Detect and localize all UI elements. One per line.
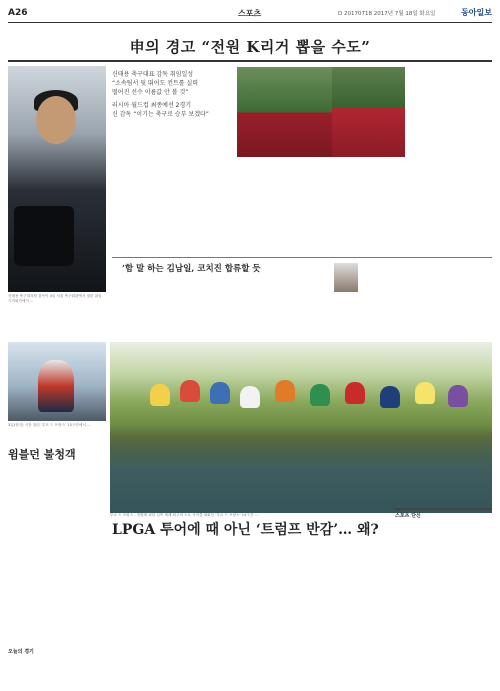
sidebar-sub: 오늘의 경기: [8, 649, 34, 655]
race-caption: 투르 드 프랑스 - 전원에 피던 길목 세계 최고의 도로 사이클 대회인 ‘투르 드 프랑스’ 14구간 ...: [110, 513, 258, 517]
sub-headline: ‘함 말 하는 김남일, 코치진 합류할 듯: [122, 264, 261, 274]
main-headline: 申의 경고 “전원 K리거 뽑을 수도”: [129, 38, 371, 56]
article-body-col9: [207, 545, 297, 685]
issue-date: D 20170718 2017년 7월 18일 화요일: [338, 11, 436, 17]
cyclist: [310, 384, 330, 406]
subhead-line: 신 감독 “이기는 축구로 승부 보겠다”: [112, 111, 209, 118]
microphone: [14, 206, 74, 266]
article-body-col7: [8, 462, 106, 642]
section-name: 스포츠: [238, 9, 262, 18]
cyclist: [240, 386, 260, 408]
player-figure: [38, 360, 74, 412]
sidebar-body: [395, 522, 492, 682]
subhead-line: 러시아 월드컵 최종예선 2경기: [112, 102, 192, 109]
sidebar-rule: [395, 508, 492, 510]
headline-rule: [8, 60, 492, 62]
cyclist: [345, 382, 365, 404]
cycling-race-photo: [110, 342, 492, 513]
cyclist: [448, 385, 468, 407]
wimbledon-headline: 윔블던 불청객: [8, 448, 76, 461]
newspaper-name: 동아일보: [461, 7, 492, 17]
cyclist: [210, 382, 230, 404]
player-photo-1: [237, 67, 332, 157]
subhead-line: 신태용 축구대표 감독 취임일성: [112, 71, 194, 78]
cyclist: [180, 380, 200, 402]
coach-face: [36, 96, 76, 144]
rider-caption: 3일(현지) 시간 열린 ‘투르 드 프랑스’ 15구간에서 ...: [8, 423, 91, 427]
article-body-col10: [302, 545, 392, 685]
cyclist: [150, 384, 170, 406]
article-body-col4: [410, 66, 492, 256]
header-rule: [8, 22, 492, 23]
article-body-col8: [112, 545, 202, 685]
coach-portrait: [334, 263, 358, 292]
player-photo-2: [332, 67, 405, 157]
subhead-line: 떨어진 선수 이름값 안 볼 것”: [112, 89, 189, 96]
cyclist: [380, 386, 400, 408]
cyclist: [275, 380, 295, 402]
article-body-col5: [122, 277, 327, 335]
page-header: [8, 6, 492, 22]
subhead-block: [112, 70, 232, 119]
subhead-line: “소속팀서 뒷 뛰어도 컨트롤 실력: [112, 80, 199, 87]
page-number: A26: [8, 8, 28, 18]
cyclist: [415, 382, 435, 404]
coach-caption: 신태용 축구대표팀 감독이 4일 서울 축구회관에서 열린 취임 기자회견에서 ...: [8, 294, 102, 303]
article-body-col2: [237, 165, 332, 255]
article-body-col3: [337, 165, 404, 255]
lpga-headline: LPGA 투어에 때 아닌 ‘트럼프 반감’… 왜?: [112, 522, 379, 538]
coach-photo: [8, 66, 106, 292]
tennis-photo: [8, 342, 106, 421]
sidebar-title: 스포츠 단신: [395, 513, 421, 519]
article-body-col1: [112, 125, 232, 255]
section-rule: [112, 257, 492, 258]
article-body-col6: [362, 268, 492, 334]
